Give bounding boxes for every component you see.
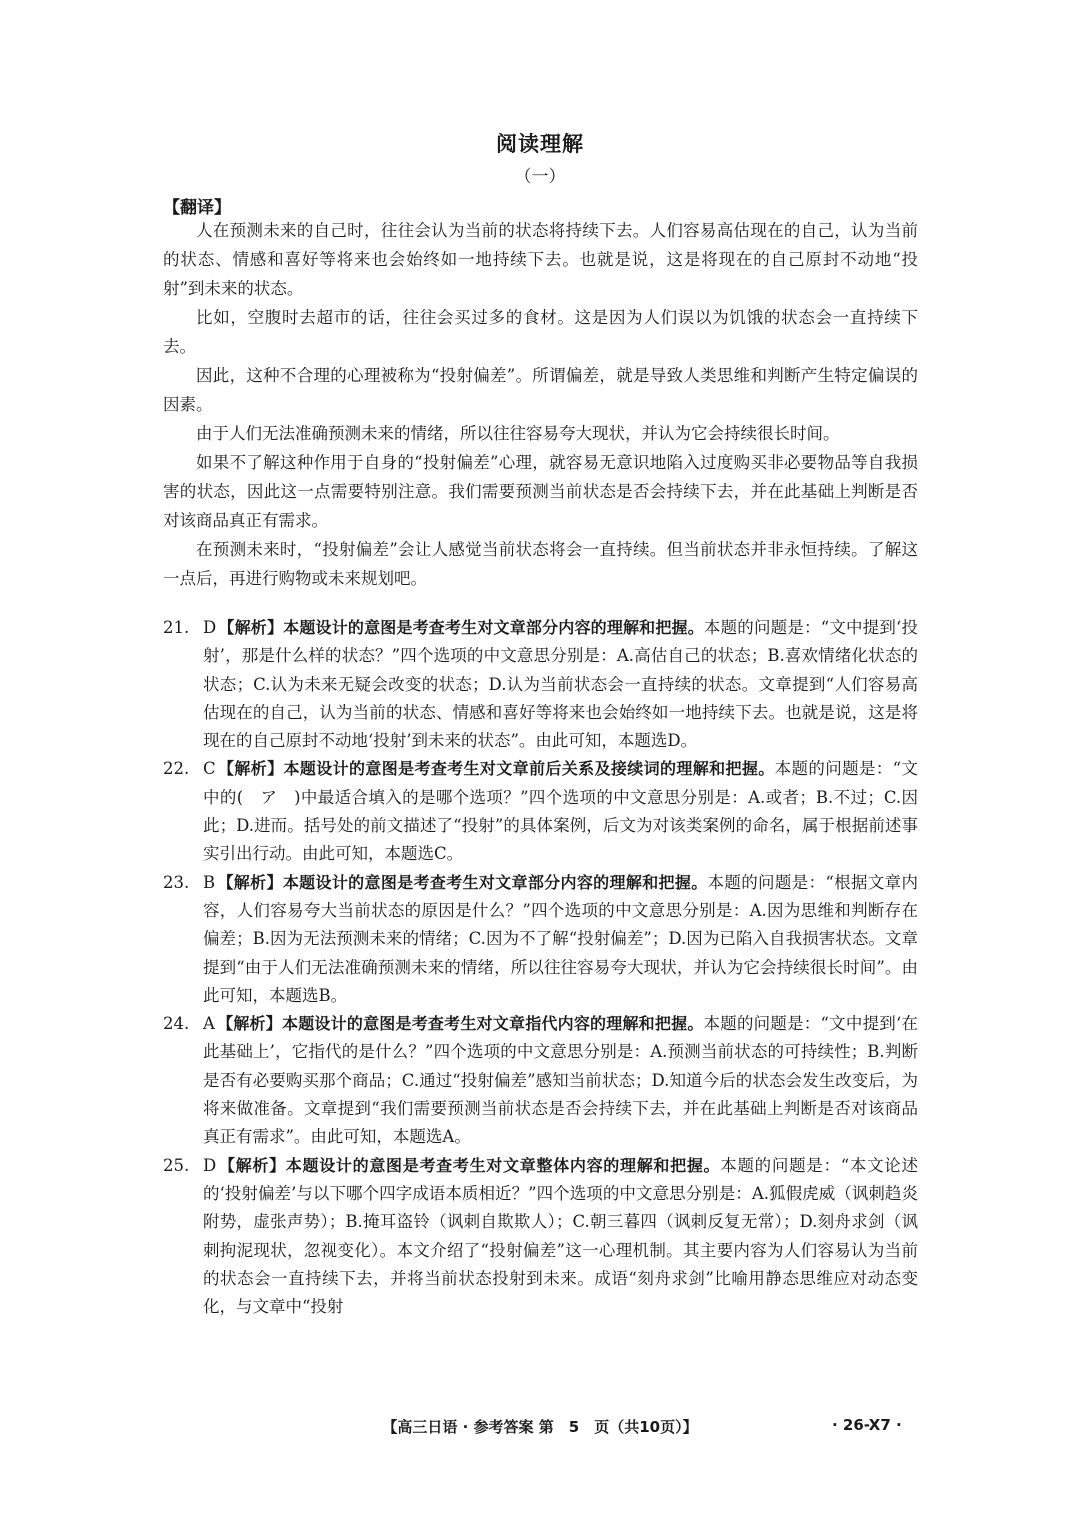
analysis-tag: 【解析】: [217, 759, 284, 779]
design-intent: 本题设计的意图是考查考生对文章部分内容的理解和把握。: [282, 872, 708, 892]
section-number: （一）: [514, 167, 566, 187]
answer-item: [163, 869, 918, 1010]
translation-heading: 【翻译】: [163, 198, 231, 218]
exam-code: · 26-X7 ·: [832, 1416, 902, 1434]
design-intent: 本题设计的意图是考查考生对文章指代内容的理解和把握。: [282, 1014, 704, 1034]
answer-explanation: [203, 755, 918, 868]
question-number: 21.: [163, 618, 190, 637]
translation-paragraph: 因此，这种不合理的心理被称为“投射偏差”。所谓偏差，就是导致人类思维和判断产生特定偏误的因素。: [163, 366, 918, 414]
translation-paragraph: 如果不了解这种作用于自身的“投射偏差”心理，就容易无意识地陷入过度购买非必要物品等自我损害的状态，因此这一点需要特别注意。我们需要预测当前状态是否会持续下去，并在此基础上判断是否对该商品真正有需求。: [163, 453, 918, 530]
page-title: 阅读理解: [496, 132, 584, 156]
page-footer: 【高三日语 · 参考答案 第 5 页（共10页）】: [382, 1418, 698, 1436]
question-number: 25.: [163, 1155, 190, 1175]
explanation-text: 本题的问题是：“文中提到‘投射’，那是什么样的状态？”四个选项的中文意思分别是：A.高估自己的状态；B.喜欢情绪化状态的状态；C.认为未来无疑会改变的状态；D.认为当前状态会一直持续的状态。文章提到“人们容易高估现在的自己，认为当前的状态、情感和喜好等将来也会始终如一地持续下去。也就是说，这是将现在的自己原封不动地‘投射’到未来的状态”。由此可知，本题选D。: [203, 618, 918, 751]
answer-item: [163, 1010, 918, 1151]
answer-list: [163, 614, 918, 1321]
explanation-text: 本题的问题是：“文中提到‘在此基础上’，它指代的是什么？”四个选项的中文意思分别是：A.预测当前状态的可持续性；B.判断是否有必要购买那个商品；C.通过“投射偏差”感知当前状态；D.知道今后的状态会发生改变后，为将来做准备。文章提到“我们需要预测当前状态是否会持续下去，并在此基础上判断是否对该商品真正有需求”。由此可知，本题选A。: [203, 1014, 918, 1147]
answer-choice: A: [203, 1014, 215, 1034]
design-intent: 本题设计的意图是考查考生对文章部分内容的理解和把握。: [283, 618, 704, 637]
answer-explanation: [203, 614, 918, 755]
explanation-text: 本题的问题是：“文中的( ア )中最适合填入的是哪个选项？”四个选项的中文意思分别是：A.或者；B.不过；C.因此；D.进而。括号处的前文描述了“投射”的具体案例，后文为对该类案例的命名，属于根据前述事实引出行动。由此可知，本题选C。: [203, 759, 918, 864]
answer-explanation: [203, 1152, 918, 1322]
question-number: 22.: [163, 759, 190, 779]
explanation-text: 本题的问题是：“本文论述的‘投射偏差’与以下哪个四字成语本质相近？”四个选项的中文意思分别是：A.狐假虎威（讽刺趋炎附势，虚张声势）；B.掩耳盗铃（讽刺自欺欺人）；C.朝三暮四（讽刺反复无常）；D.刻舟求剑（讽刺拘泥现状，忽视变化）。本文介绍了“投射偏差”这一心理机制。其主要内容为人们容易认为当前的状态会一直持续下去，并将当前状态投射到未来。成语“刻舟求剑”比喻用静态思维应对动态变化，与文章中“投射: [203, 1155, 918, 1317]
design-intent: 本题设计的意图是考查考生对文章前后关系及接续词的理解和把握。: [283, 759, 775, 779]
translation-paragraph: 由于人们无法准确预测未来的情绪，所以往往容易夸大现状，并认为它会持续很长时间。: [196, 424, 840, 443]
answer-choice: D: [203, 618, 217, 637]
answer-choice: B: [203, 872, 216, 892]
answer-choice: C: [203, 759, 216, 779]
translation-paragraph: 在预测未来时，“投射偏差”会让人感觉当前状态将会一直持续。但当前状态并非永恒持续。了解这一点后，再进行购物或未来规划吧。: [163, 540, 918, 588]
analysis-tag: 【解析】: [218, 1155, 286, 1175]
answer-item: [163, 755, 918, 868]
analysis-tag: 【解析】: [218, 618, 284, 637]
translation-paragraph: 人在预测未来的自己时，往往会认为当前的状态将持续下去。人们容易高估现在的自己，认为当前的状态、情感和喜好等将来也会始终如一地持续下去。也就是说，这是将现在的自己原封不动地“投射”到未来的状态。: [163, 221, 918, 298]
answer-explanation: [203, 1010, 918, 1151]
translation-paragraph: 比如，空腹时去超市的话，往往会买过多的食材。这是因为人们误以为饥饿的状态会一直持续下去。: [163, 308, 918, 356]
answer-item: [163, 1152, 918, 1322]
analysis-tag: 【解析】: [216, 1014, 282, 1034]
question-number: 23.: [163, 872, 190, 892]
translation-body: [163, 216, 918, 593]
analysis-tag: 【解析】: [217, 872, 283, 892]
question-number: 24.: [163, 1014, 190, 1034]
explanation-text: 本题的问题是：“根据文章内容，人们容易夸大当前状态的原因是什么？”四个选项的中文意思分别是：A.因为思维和判断存在偏差；B.因为无法预测未来的情绪；C.因为不了解“投射偏差”；D.因为已陷入自我损害状态。文章提到“由于人们无法准确预测未来的情绪，所以往往容易夸大现状，并认为它会持续很长时间”。由此可知，本题选B。: [203, 872, 918, 1005]
answer-explanation: [203, 869, 918, 1010]
answer-choice: D: [203, 1155, 217, 1175]
answer-item: [163, 614, 918, 755]
design-intent: 本题设计的意图是考查考生对文章整体内容的理解和把握。: [285, 1155, 721, 1175]
